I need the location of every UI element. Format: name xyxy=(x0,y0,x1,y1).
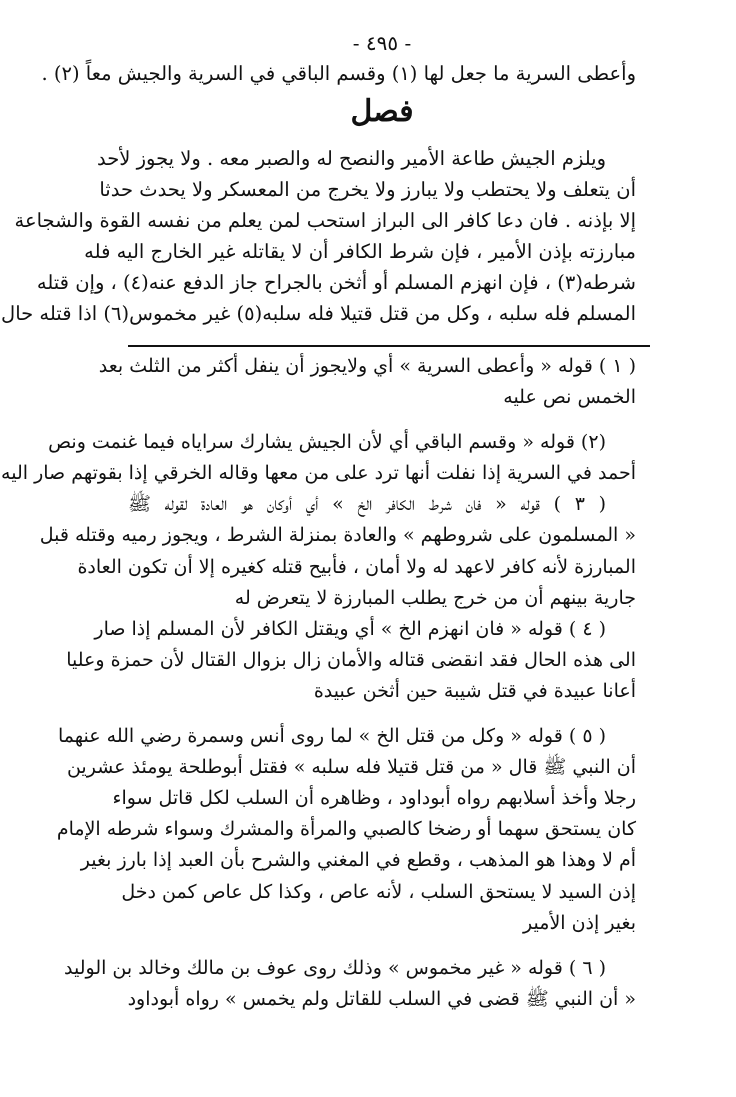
footnote-line: ( ٤ ) قوله « فان انهزم الخ » أي ويقتل الكافر لأن المسلم إذا صار xyxy=(94,617,606,640)
footnote-6 xyxy=(64,953,636,1015)
footnote-1 xyxy=(98,351,636,413)
footnote-4 xyxy=(66,614,636,707)
main-body xyxy=(1,143,636,329)
footnote-line: إذن السيد لا يستحق السلب ، لأنه عاص ، وكذا كل عاص كمن دخل xyxy=(121,880,636,903)
main-line: ويلزم الجيش طاعة الأمير والنصح له والصبر معه . ولا يجوز لأحد xyxy=(96,147,606,170)
footnote-line: أن النبي ﷺ قال « من قتل قتيلا فله سلبه » فقتل أبوطلحة يومئذ عشرين xyxy=(66,756,636,779)
footnote-line: المبارزة لأنه كافر لاعهد له ولا أمان ، فأبيح قتله كغيره إلا أن تكون العادة xyxy=(77,555,636,578)
footnote-line: ( ٦ ) قوله « غير مخموس » وذلك روى عوف بن مالك وخالد بن الوليد xyxy=(64,956,606,979)
footnote-line: « أن النبي ﷺ قضى في السلب للقاتل ولم يخمس » رواه أبوداود xyxy=(127,987,636,1010)
footnote-line: الخمس نص عليه xyxy=(503,386,636,409)
footnote-line: « المسلمون على شروطهم » والعادة بمنزلة الشرط ، ويجوز رميه وقتله قبل xyxy=(39,524,636,547)
main-text-first-line: وأعطى السرية ما جعل لها (١) وقسم الباقي في السرية والجيش معاً (٢) . xyxy=(41,62,636,85)
footnote-line: ( ٥ ) قوله « وكل من قتل الخ » لما روى أنس وسمرة رضي الله عنهما xyxy=(58,725,606,748)
footnote-line: ( ١ ) قوله « وأعطى السرية » أي ولايجوز أن ينفل أكثر من الثلث بعد xyxy=(98,355,636,377)
main-line: المسلم فله سلبه ، وكل من قتل قتيلا فله سلبه(٥) غير مخموس(٦) اذا قتله حال xyxy=(1,302,636,325)
main-line: شرطه(٣) ، فإن انهزم المسلم أو أثخن بالجراح جاز الدفع عنه(٤) ، وإن قتله xyxy=(36,271,636,294)
footnote-2 xyxy=(1,427,636,489)
footnote-line: بغير إذن الأمير xyxy=(523,911,636,934)
page-number: - ٤٩٥ - xyxy=(352,31,412,55)
footnote-line: كان يستحق سهما أو رضخا كالصبي والمرأة والمشرك وسواء شرطه الإمام xyxy=(56,818,636,841)
footnote-line: (٢) قوله « وقسم الباقي أي لأن الجيش يشارك سراياه فيما غنمت ونص xyxy=(48,431,606,454)
footnotes xyxy=(1,351,636,1015)
main-line: مبارزته بإذن الأمير ، فإن شرط الكافر أن لا يقاتله غير الخارج اليه فله xyxy=(84,240,636,263)
footnote-line: رجلا وأخذ أسلابهم رواه أبوداود ، وظاهره أن السلب لكل قاتل سواء xyxy=(112,787,636,810)
main-line: إلا بإذنه . فان دعا كافر الى البراز استحب لمن يعلم من نفسه القوة والشجاعة xyxy=(14,209,636,232)
footnote-line: أعانا عبيدة في قتل شيبة حين أثخن عبيدة xyxy=(313,679,636,702)
footnote-divider xyxy=(128,345,650,347)
main-line: أن يتعلف ولا يحتطب ولا يبارز ولا يخرج من المعسكر ولا يحدث حدثا xyxy=(99,178,636,201)
footnote-line: أحمد في السرية إذا نفلت أنها ترد على من معها وقاله الخرقي إذا بقوتهم صار اليه xyxy=(1,462,636,485)
footnote-line: جارية بينهم أن من خرج يطلب المبارزة لا يتعرض له xyxy=(234,586,636,609)
footnote-line: الى هذه الحال فقد انقضى قتاله والأمان زال بزوال القتال لأن حمزة وعليا xyxy=(66,648,636,671)
footnote-5 xyxy=(56,721,636,939)
section-heading: فصل xyxy=(350,94,414,129)
footnote-3 xyxy=(39,489,636,613)
footnote-line: أم لا وهذا هو المذهب ، وقطع في المغني والشرح بأن العبد إذا بارز بغير xyxy=(80,849,636,872)
footnote-line: ( ٣ ) قوله « فان شرط الكافر الخ » أي أوكان هو العادة لقوله ﷺ xyxy=(128,493,607,516)
